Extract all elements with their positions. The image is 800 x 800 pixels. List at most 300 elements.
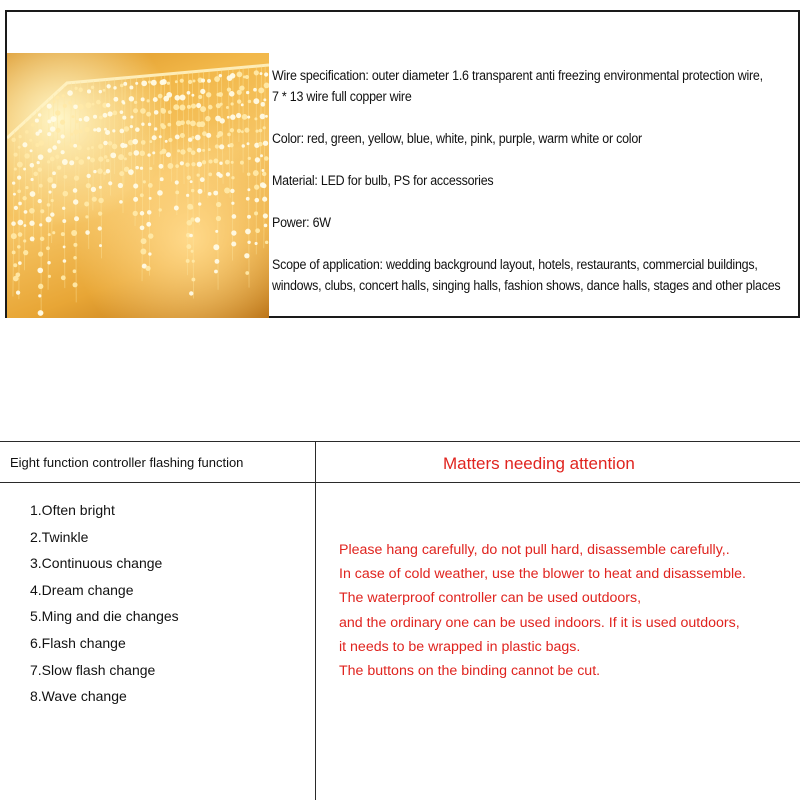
led-bulb	[23, 168, 26, 171]
led-bulb	[230, 114, 236, 120]
led-bulb	[175, 95, 181, 101]
led-bulb	[186, 244, 191, 249]
led-bulb	[11, 233, 17, 239]
led-bulb	[123, 144, 127, 148]
led-bulb	[197, 162, 202, 167]
led-bulb	[38, 167, 42, 171]
led-bulb	[148, 252, 151, 255]
led-bulb	[47, 148, 51, 152]
led-bulb	[157, 190, 163, 196]
led-bulb	[18, 146, 21, 149]
led-bulb	[24, 210, 28, 214]
led-bulb	[60, 120, 65, 125]
led-bulb	[97, 168, 102, 173]
led-bulb	[75, 87, 78, 90]
led-bulb	[262, 183, 267, 188]
led-bulb	[129, 85, 133, 89]
led-bulb	[110, 152, 116, 158]
led-bulb	[61, 275, 66, 280]
led-bulb	[48, 233, 51, 236]
led-bulb	[231, 241, 236, 246]
led-bulb	[262, 169, 265, 172]
led-bulb	[141, 80, 147, 86]
led-bulb	[187, 91, 191, 95]
led-bulb	[141, 123, 144, 126]
led-bulb	[39, 184, 43, 188]
led-bulb	[208, 105, 213, 110]
led-bulb	[166, 152, 171, 157]
led-bulb	[108, 141, 112, 145]
led-bulb	[213, 158, 218, 163]
led-bulb	[112, 144, 118, 150]
led-bulb	[18, 135, 21, 138]
attention-heading: Matters needing attention	[443, 454, 635, 473]
led-bulb	[12, 250, 16, 254]
led-bulb	[29, 221, 34, 226]
led-bulb	[264, 156, 269, 161]
led-bulb	[159, 164, 164, 169]
led-bulb	[87, 89, 91, 93]
led-bulb	[25, 130, 29, 134]
led-bulb	[90, 158, 95, 163]
led-bulb	[63, 246, 66, 249]
light-strand	[57, 91, 58, 185]
led-bulb	[85, 230, 90, 235]
led-bulb	[113, 97, 118, 102]
led-bulb	[247, 142, 250, 145]
led-bulb	[87, 174, 91, 178]
led-bulb	[231, 176, 234, 179]
light-strand	[217, 69, 218, 289]
led-bulb	[255, 228, 260, 233]
note-line: The waterproof controller can be used outdoors,	[339, 590, 642, 607]
led-bulb	[180, 133, 185, 138]
led-bulb	[122, 116, 126, 120]
led-bulb	[147, 153, 150, 156]
led-bulb	[98, 226, 102, 230]
led-bulb	[189, 291, 193, 295]
light-strand	[183, 73, 184, 184]
led-bulb	[108, 111, 113, 116]
led-bulb	[191, 250, 194, 253]
led-bulb	[186, 120, 191, 125]
led-bulb	[206, 133, 211, 138]
led-bulb	[263, 213, 268, 218]
led-bulb	[219, 118, 224, 123]
wire-spec-line-1: Wire specification: outer diameter 1.6 transparent anti freezing environmental protection wire,	[272, 68, 763, 83]
led-bulb	[225, 160, 230, 165]
led-bulb	[229, 91, 235, 97]
led-bulb	[236, 113, 241, 118]
led-bulb	[91, 146, 94, 149]
led-bulb	[23, 239, 26, 242]
led-bulb	[14, 206, 18, 210]
light-strand	[109, 79, 111, 195]
led-bulb	[38, 294, 41, 297]
led-bulb	[11, 138, 15, 142]
list-item: 7.Slow flash change	[30, 661, 156, 678]
led-bulb	[198, 189, 203, 194]
led-bulb	[86, 183, 91, 188]
led-bulb	[253, 98, 259, 104]
light-strand	[154, 75, 155, 165]
icicle-lights-illustration	[7, 53, 269, 318]
led-bulb	[161, 149, 166, 154]
note-line: Please hang carefully, do not pull hard, disassemble carefully,.	[339, 542, 730, 558]
list-item: 2.Twinkle	[30, 528, 89, 545]
led-bulb	[55, 110, 60, 115]
led-bulb	[227, 116, 230, 119]
led-bulb	[124, 126, 129, 131]
led-bulb	[229, 143, 233, 147]
led-bulb	[161, 124, 166, 129]
led-bulb	[195, 135, 201, 141]
led-bulb	[175, 164, 179, 168]
led-bulb	[49, 190, 52, 193]
led-bulb	[29, 139, 32, 142]
led-bulb	[227, 88, 231, 92]
led-bulb	[198, 202, 201, 205]
led-bulb	[208, 173, 212, 177]
led-bulb	[118, 154, 124, 160]
led-bulb	[205, 116, 210, 121]
led-bulb	[91, 187, 96, 192]
led-bulb	[84, 202, 89, 207]
led-bulb	[122, 102, 125, 105]
light-strand	[221, 69, 223, 184]
wire-spec-line-2: 7 * 13 wire full copper wire	[272, 89, 412, 104]
led-bulb	[200, 177, 205, 182]
note-line: it needs to be wrapped in plastic bags.	[339, 638, 581, 655]
led-bulb	[132, 139, 138, 145]
led-bulb	[260, 154, 263, 157]
led-bulb	[11, 221, 16, 226]
led-bulb	[159, 135, 162, 138]
led-bulb	[29, 208, 35, 214]
led-bulb	[108, 181, 112, 185]
led-bulb	[215, 230, 218, 233]
led-bulb	[73, 256, 77, 260]
led-bulb	[69, 143, 73, 147]
led-bulb	[265, 115, 268, 118]
led-bulb	[255, 130, 258, 133]
led-bulb	[37, 161, 40, 164]
led-bulb	[165, 140, 168, 143]
led-bulb	[177, 149, 180, 152]
led-bulb	[99, 244, 102, 247]
led-bulb	[17, 189, 21, 193]
led-bulb	[50, 157, 55, 162]
led-bulb	[93, 115, 97, 119]
led-bulb	[37, 268, 43, 274]
led-bulb	[173, 104, 179, 110]
led-bulb	[254, 184, 259, 189]
led-bulb	[263, 98, 266, 101]
led-bulb	[255, 242, 258, 245]
led-bulb	[23, 250, 28, 255]
led-bulb	[247, 188, 250, 191]
led-bulb	[242, 144, 245, 147]
led-bulb	[73, 129, 78, 134]
led-bulb	[153, 97, 158, 102]
led-bulb	[219, 144, 224, 149]
led-bulb	[73, 144, 77, 148]
list-item: 5.Ming and die changes	[30, 608, 179, 625]
led-bulb	[200, 106, 206, 112]
led-bulb	[180, 149, 185, 154]
led-bulb	[12, 182, 15, 185]
led-bulb	[189, 234, 193, 238]
led-bulb	[73, 282, 78, 287]
led-bulb	[247, 215, 251, 219]
led-bulb	[91, 86, 94, 89]
led-bulb	[40, 237, 45, 242]
led-bulb	[78, 159, 84, 165]
led-bulb	[200, 89, 205, 94]
led-bulb	[262, 197, 267, 202]
led-bulb	[226, 106, 229, 109]
led-bulb	[149, 167, 152, 170]
led-bulb	[56, 128, 61, 133]
led-bulb	[247, 241, 250, 244]
led-bulb	[128, 169, 134, 175]
led-bulb	[38, 310, 44, 316]
led-bulb	[146, 112, 151, 117]
led-bulb	[104, 128, 107, 131]
led-bulb	[232, 214, 237, 219]
led-bulb	[187, 175, 191, 179]
led-bulb	[30, 149, 33, 152]
led-bulb	[248, 100, 251, 103]
led-bulb	[98, 198, 103, 203]
led-bulb	[30, 191, 36, 197]
led-bulb	[67, 90, 73, 96]
led-bulb	[140, 193, 144, 197]
led-bulb	[230, 73, 235, 78]
led-bulb	[48, 275, 51, 278]
led-bulb	[98, 144, 103, 149]
led-bulb	[231, 161, 234, 164]
led-bulb	[265, 241, 268, 244]
led-bulb	[245, 271, 249, 275]
led-bulb	[191, 136, 194, 139]
led-bulb	[75, 120, 79, 124]
led-bulb	[78, 88, 82, 92]
led-bulb	[140, 225, 145, 230]
led-bulb	[92, 197, 97, 202]
led-bulb	[47, 160, 50, 163]
led-bulb	[191, 94, 194, 97]
led-bulb	[73, 104, 78, 109]
led-bulb	[202, 149, 205, 152]
led-bulb	[50, 126, 55, 131]
led-bulb	[219, 162, 222, 165]
led-bulb	[220, 103, 223, 106]
led-bulb	[85, 102, 91, 108]
led-bulb	[50, 212, 54, 216]
led-bulb	[216, 216, 221, 221]
led-bulb	[158, 94, 163, 99]
led-bulb	[146, 222, 151, 227]
led-bulb	[52, 171, 56, 175]
led-bulb	[99, 116, 103, 120]
led-bulb	[219, 74, 222, 77]
led-bulb	[84, 127, 89, 132]
led-bulb	[84, 116, 90, 122]
led-bulb	[124, 157, 127, 160]
led-bulb	[143, 180, 146, 183]
led-bulb	[106, 169, 110, 173]
led-bulb	[231, 202, 234, 205]
led-bulb	[120, 84, 124, 88]
led-bulb	[73, 269, 77, 273]
specification-panel	[5, 10, 800, 318]
led-bulb	[188, 80, 192, 84]
led-bulb	[197, 148, 202, 153]
led-bulb	[262, 172, 266, 176]
table-top-rule	[0, 441, 800, 442]
led-bulb	[148, 183, 153, 188]
scope-line-1: Scope of application: wedding background layout, hotels, restaurants, commercial buildings,	[272, 257, 758, 272]
led-bulb	[199, 121, 205, 127]
attention-notes	[339, 540, 799, 685]
led-bulb	[119, 200, 123, 204]
led-bulb	[175, 180, 179, 184]
led-bulb	[38, 129, 42, 133]
led-bulb	[87, 147, 90, 150]
led-bulb	[52, 100, 55, 103]
led-bulb	[71, 230, 77, 236]
led-bulb	[123, 82, 127, 86]
led-bulb	[30, 237, 35, 242]
led-bulb	[202, 160, 206, 164]
led-bulb	[237, 72, 243, 78]
light-strand	[260, 65, 261, 199]
led-bulb	[218, 92, 223, 97]
led-bulb	[107, 84, 111, 88]
led-bulb	[208, 192, 212, 196]
led-bulb	[62, 207, 65, 210]
power-spec: Power: 6W	[272, 215, 331, 230]
led-bulb	[255, 157, 260, 162]
led-bulb	[190, 180, 193, 183]
led-bulb	[247, 173, 250, 176]
led-bulb	[245, 75, 249, 79]
led-bulb	[63, 191, 69, 197]
led-bulb	[112, 111, 117, 116]
led-bulb	[99, 90, 102, 93]
led-bulb	[190, 120, 196, 126]
led-bulb	[198, 95, 202, 99]
led-bulb	[133, 197, 138, 202]
led-bulb	[145, 266, 150, 271]
led-bulb	[140, 249, 146, 255]
led-bulb	[191, 103, 196, 108]
light-strand	[164, 74, 165, 169]
led-bulb	[213, 191, 218, 196]
led-bulb	[149, 197, 152, 200]
controller-function-list	[30, 500, 179, 713]
specification-text	[272, 65, 781, 296]
led-bulb	[24, 153, 29, 158]
led-bulb	[57, 140, 61, 144]
led-bulb	[197, 173, 200, 176]
led-bulb	[103, 141, 108, 146]
led-bulb	[14, 153, 18, 157]
led-bulb	[39, 140, 44, 145]
led-bulb	[14, 168, 17, 171]
led-bulb	[129, 96, 134, 101]
led-bulb	[52, 231, 55, 234]
led-bulb	[227, 133, 231, 137]
led-bulb	[35, 119, 39, 123]
led-bulb	[147, 99, 150, 102]
led-bulb	[168, 110, 172, 114]
led-bulb	[96, 100, 101, 105]
led-bulb	[17, 176, 21, 180]
led-bulb	[160, 177, 164, 181]
led-bulb	[263, 141, 268, 146]
led-bulb	[168, 138, 172, 142]
led-bulb	[161, 79, 167, 85]
scope-line-2: windows, clubs, concert halls, singing halls, fashion shows, dance halls, stages and other places	[272, 278, 781, 293]
light-strand	[37, 111, 39, 194]
led-bulb	[166, 92, 172, 98]
led-bulb	[191, 150, 196, 155]
led-bulb	[40, 209, 44, 213]
led-bulb	[148, 233, 153, 238]
led-bulb	[78, 104, 84, 110]
led-bulb	[186, 259, 190, 263]
led-bulb	[51, 116, 57, 122]
led-bulb	[216, 202, 221, 207]
led-bulb	[130, 115, 133, 118]
led-bulb	[195, 217, 200, 222]
controller-heading: Eight function controller flashing function	[10, 455, 244, 470]
led-bulb	[62, 94, 65, 97]
list-item: 1.Often bright	[30, 502, 115, 518]
led-bulb	[140, 211, 144, 215]
led-bulb	[215, 144, 219, 148]
led-bulb	[192, 260, 195, 263]
led-bulb	[248, 157, 251, 160]
led-bulb	[61, 150, 65, 154]
led-bulb	[215, 259, 220, 264]
led-bulb	[38, 113, 41, 116]
led-bulb	[130, 125, 133, 128]
led-bulb	[87, 156, 90, 159]
led-bulb	[30, 163, 35, 168]
led-bulb	[246, 197, 250, 201]
led-bulb	[38, 199, 42, 203]
led-bulb	[112, 129, 115, 132]
led-bulb	[74, 176, 79, 181]
led-bulb	[46, 217, 52, 223]
led-bulb	[141, 238, 147, 244]
led-bulb	[98, 211, 102, 215]
led-bulb	[259, 129, 263, 133]
led-bulb	[190, 206, 194, 210]
led-bulb	[134, 101, 137, 104]
led-bulb	[104, 155, 108, 159]
led-bulb	[105, 130, 110, 135]
led-bulb	[93, 170, 96, 173]
led-bulb	[226, 172, 230, 176]
led-bulb	[63, 175, 67, 179]
led-bulb	[246, 91, 249, 94]
led-bulb	[196, 103, 201, 108]
list-item: 4.Dream change	[30, 581, 134, 598]
